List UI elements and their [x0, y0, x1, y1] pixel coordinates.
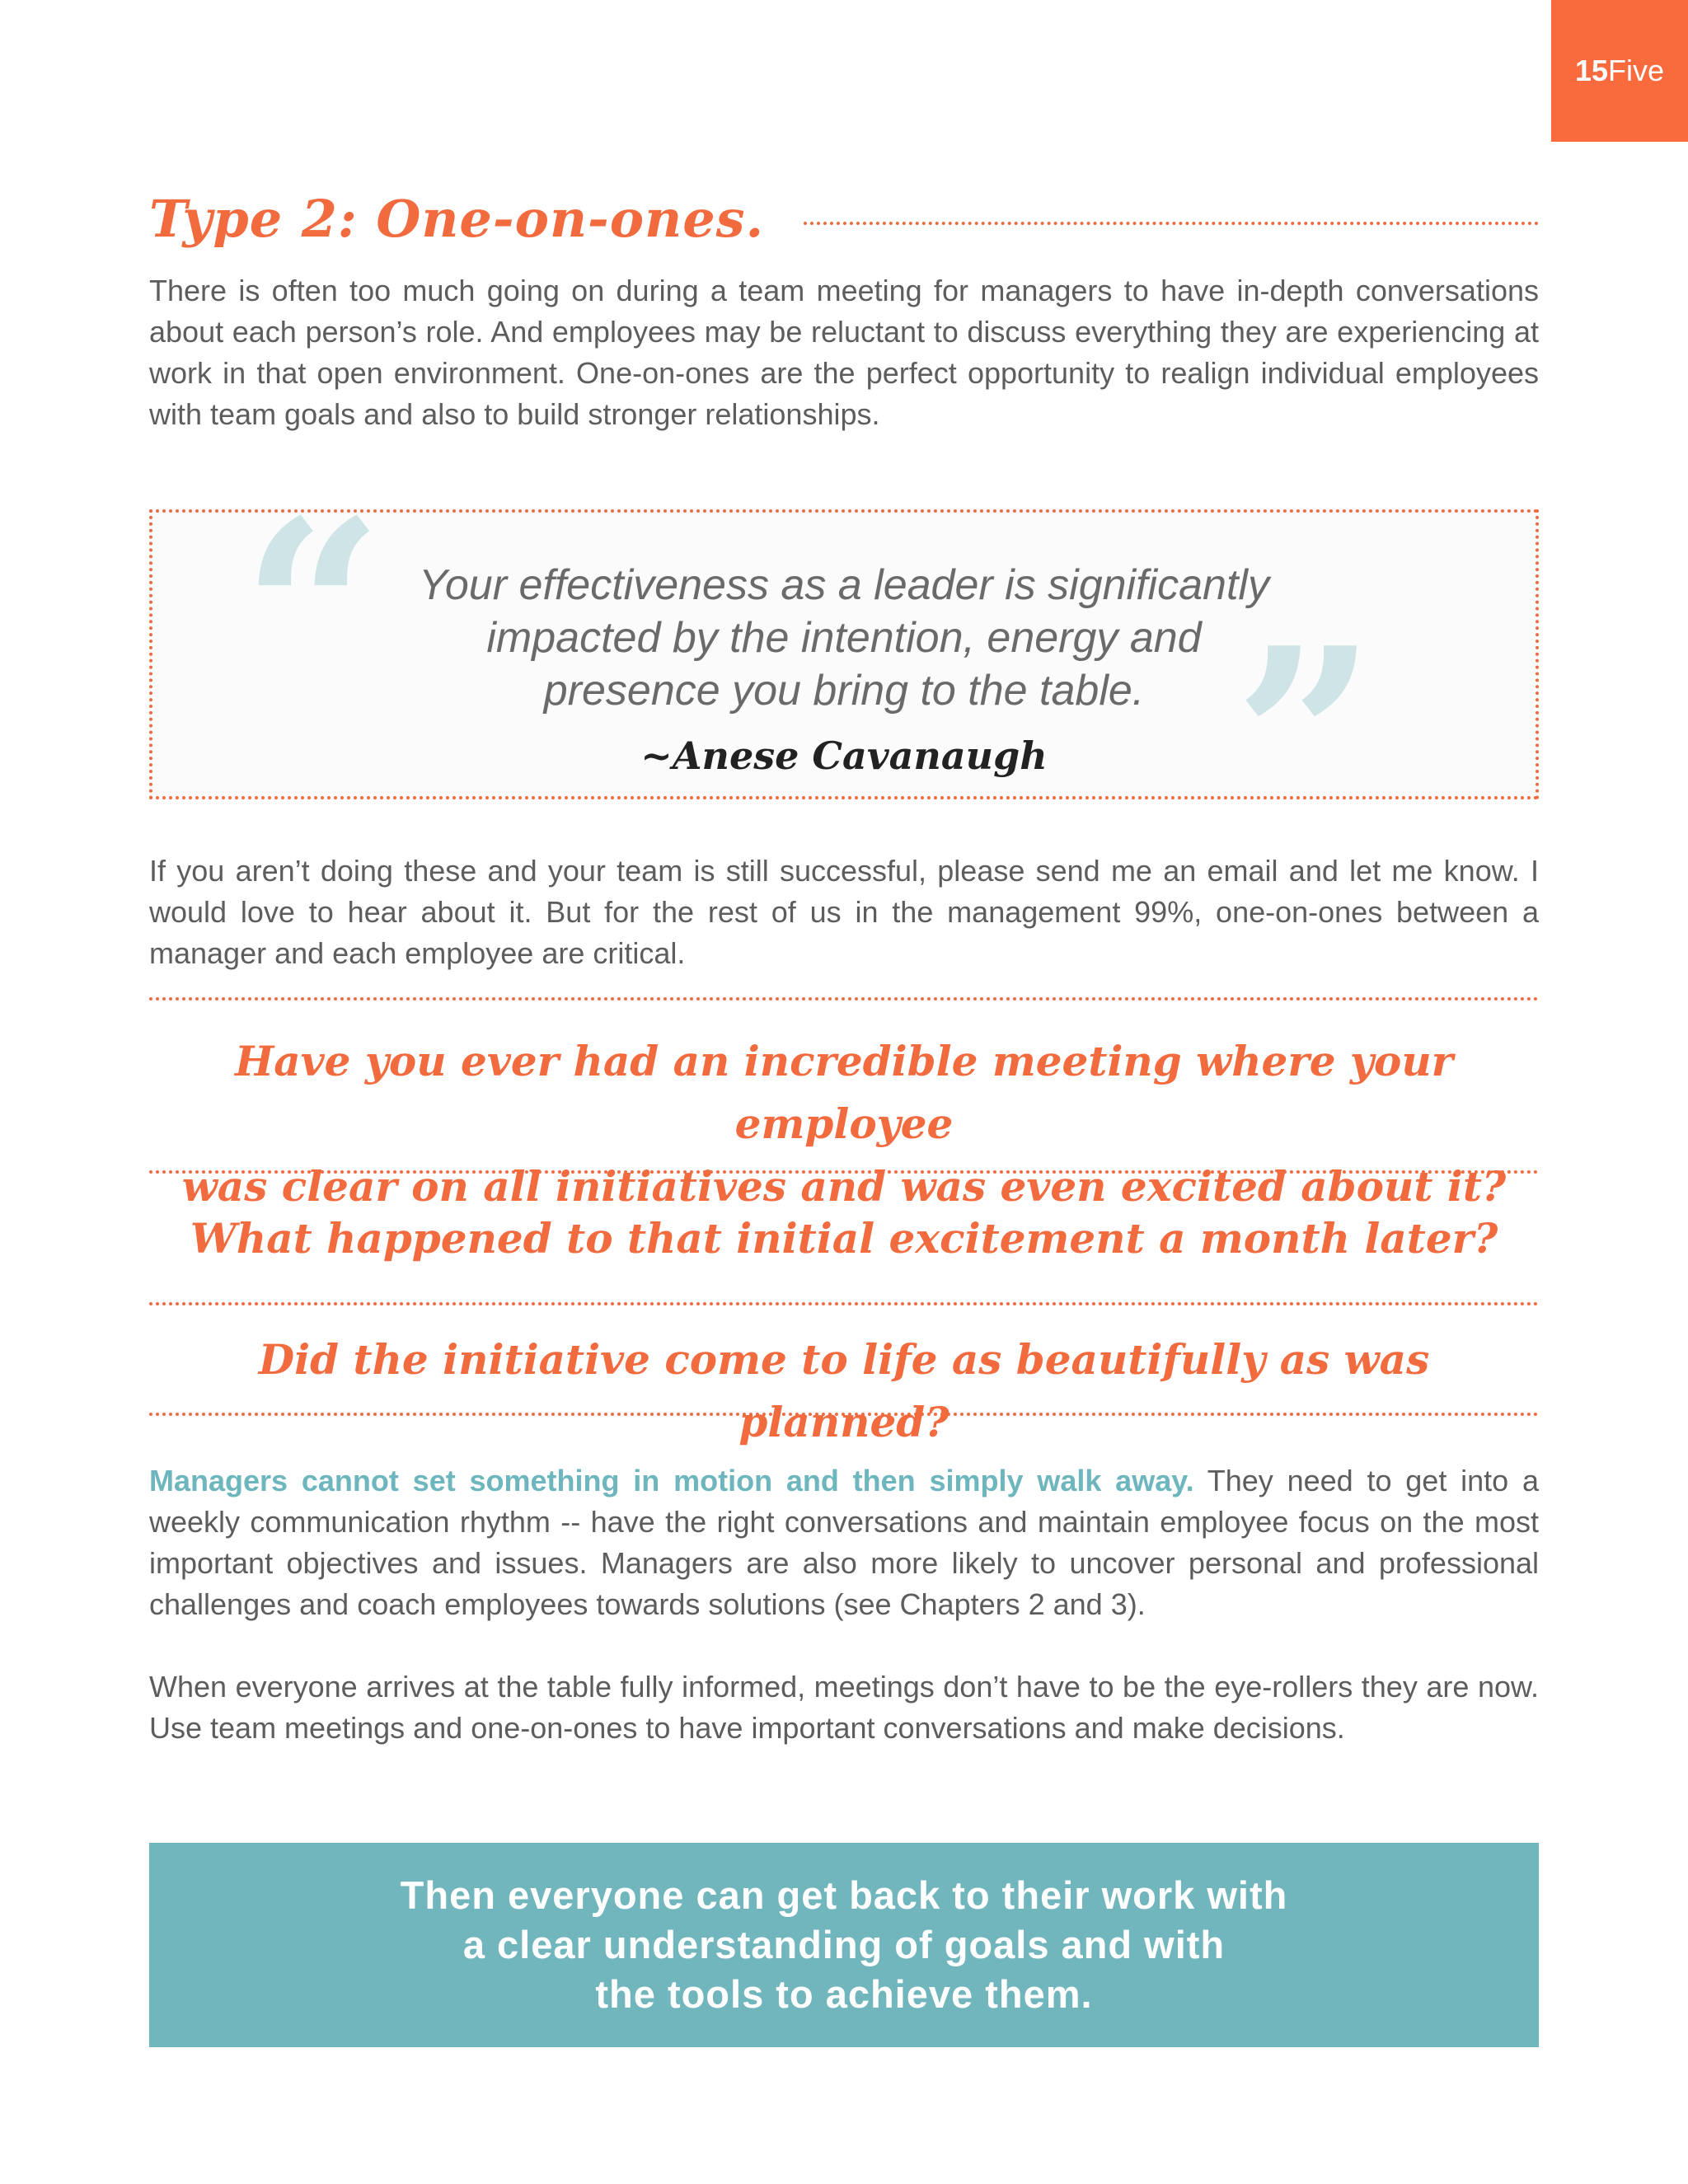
- callout-divider: [149, 1170, 1539, 1174]
- callout-divider: [149, 1413, 1539, 1416]
- summary-banner: [149, 1843, 1539, 2047]
- managers-paragraph: [149, 1460, 1539, 1625]
- callout-divider: [149, 997, 1539, 1001]
- callout-line: What happened to that initial excitement a month later?: [190, 1214, 1498, 1263]
- managers-rest: They need to get into a weekly communication rhythm -- have the right conversations and maintain employee focus on the most important objectives and issues. Managers are also more likely to uncover personal and professional challenges and coach employees towards solutions (see Chapters 2 and 3).: [149, 1464, 1539, 1621]
- quote-author: ~Anese Cavanaugh: [640, 733, 1048, 778]
- managers-highlight: Managers cannot set something in motion and then simply walk away.: [149, 1464, 1194, 1497]
- intro-paragraph: There is often too much going on during a team meeting for managers to have in-depth conversations about each person’s role. And employees may be reluctant to discuss everything they are experiencing at work in that open environment. One-on-ones are the perfect opportunity to realign individual employees with team goals and also to build stronger relationships.: [149, 274, 1539, 431]
- section-heading-row: [149, 177, 1539, 260]
- quote-line: Your effectiveness as a leader is significantly: [419, 561, 1269, 609]
- closing-paragraph: When everyone arrives at the table fully informed, meetings don’t have to be the eye-rollers they are now. Use team meetings and one-on-ones to have important conversations and make decisions.: [149, 1670, 1539, 1745]
- banner-line: a clear understanding of goals and with: [462, 1923, 1226, 1966]
- brand-word: Five: [1608, 54, 1665, 87]
- callout-line: Have you ever had an incredible meeting where your employee: [234, 1037, 1454, 1148]
- quote-line: impacted by the intention, energy and: [486, 614, 1202, 662]
- callout-question-2: [149, 1207, 1539, 1270]
- callout-question-3: [149, 1329, 1539, 1454]
- callout-question-1: [149, 1030, 1539, 1218]
- close-quote-icon: ”: [1234, 593, 1376, 884]
- quote-box: [149, 466, 1539, 884]
- banner-line: the tools to achieve them.: [595, 1972, 1093, 2016]
- quote-line: presence you bring to the table.: [543, 667, 1145, 715]
- followup-paragraph: If you aren’t doing these and your team is still successful, please send me an email and let me know. I would love to hear about it. But for the rest of us in the management 99%, one-on-ones between a manager and each employee are critical.: [149, 854, 1539, 970]
- callout-line: Did the initiative come to life as beautifully as was planned?: [258, 1335, 1430, 1446]
- quote-text: [152, 559, 1536, 717]
- brand-logo: [1551, 0, 1688, 142]
- banner-line: Then everyone can get back to their work with: [400, 1873, 1288, 1917]
- brand-number: 15: [1574, 54, 1609, 87]
- callout-divider: [149, 1302, 1539, 1305]
- heading-dotted-rule: [804, 222, 1539, 225]
- callout-line: was clear on all initiatives and was even excited about it?: [181, 1162, 1507, 1211]
- section-heading: Type 2: One-on-ones.: [149, 188, 765, 249]
- open-quote-icon: “: [241, 466, 384, 757]
